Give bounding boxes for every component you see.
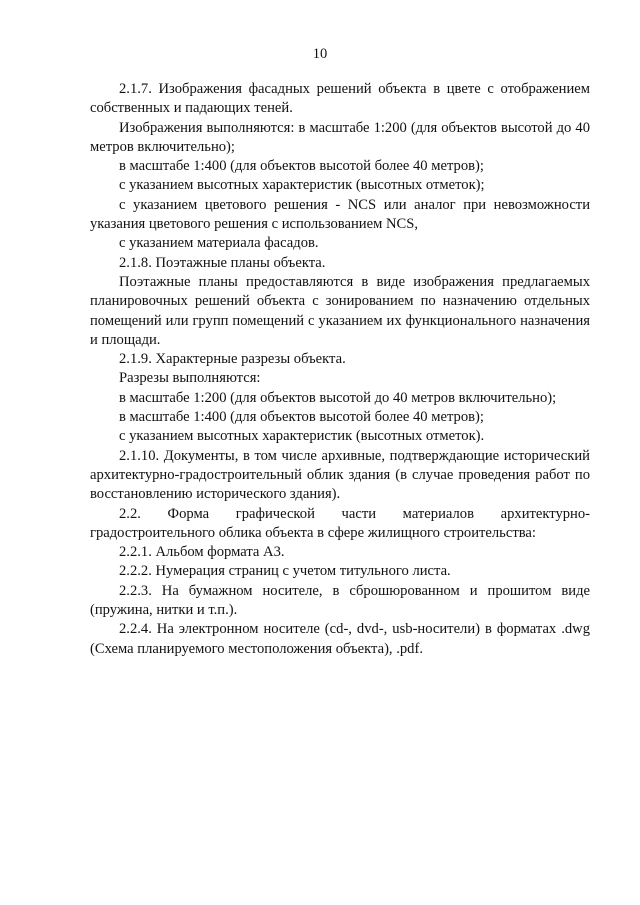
paragraph: с указанием высотных характеристик (высотных отметок). <box>119 428 485 445</box>
paragraph: 2.2.1. Альбом формата А3. <box>119 544 285 561</box>
page-number: 10 <box>312 46 328 62</box>
paragraph: в масштабе 1:200 (для объектов высотой до 40 метров включительно); <box>119 389 557 406</box>
paragraph: 2.2. Форма графической части материалов архитектурно-градостроительного облика объекта в сфере жилищного строительства: <box>90 505 590 541</box>
paragraph: с указанием материала фасадов. <box>119 235 319 252</box>
paragraph: 2.2.3. На бумажном носителе, в сброшюрованном и прошитом виде (пружина, нитки и т.п.). <box>90 582 590 619</box>
paragraph: Изображения выполняются: в масштабе 1:200 (для объектов высотой до 40 метров включительно); <box>90 119 590 155</box>
paragraph: в масштабе 1:400 (для объектов высотой более 40 метров); <box>119 158 484 175</box>
paragraph: 2.1.7. Изображения фасадных решений объекта в цвете с отображением собственных и падающих теней. <box>90 81 590 117</box>
paragraph: 2.2.4. На электронном носителе (cd-, dvd-, usb-носители) в форматах .dwg (Схема планируемого местоположения объекта), .pdf. <box>90 621 590 657</box>
paragraph: Разрезы выполняются: <box>119 370 261 387</box>
document-body <box>90 80 590 659</box>
paragraph: с указанием цветового решения - NCS или аналог при невозможности указания цветового решения с использованием NCS, <box>90 196 590 233</box>
paragraph: Поэтажные планы предоставляются в виде изображения предлагаемых планировочных решений объекта с зонированием по назначению отдельных помещений или групп помещений с указанием их функционального назначения и площади. <box>90 273 590 348</box>
paragraph: в масштабе 1:400 (для объектов высотой более 40 метров); <box>119 409 484 426</box>
paragraph: 2.1.9. Характерные разрезы объекта. <box>119 351 346 368</box>
paragraph: 2.1.8. Поэтажные планы объекта. <box>119 254 326 271</box>
paragraph: 2.2.2. Нумерация страниц с учетом титульного листа. <box>119 563 451 580</box>
paragraph: 2.1.10. Документы, в том числе архивные, подтверждающие исторический архитектурно-градостроительный облик здания (в случае проведения работ по восстановлению исторического здания). <box>90 447 590 503</box>
paragraph: с указанием высотных характеристик (высотных отметок); <box>119 177 485 194</box>
